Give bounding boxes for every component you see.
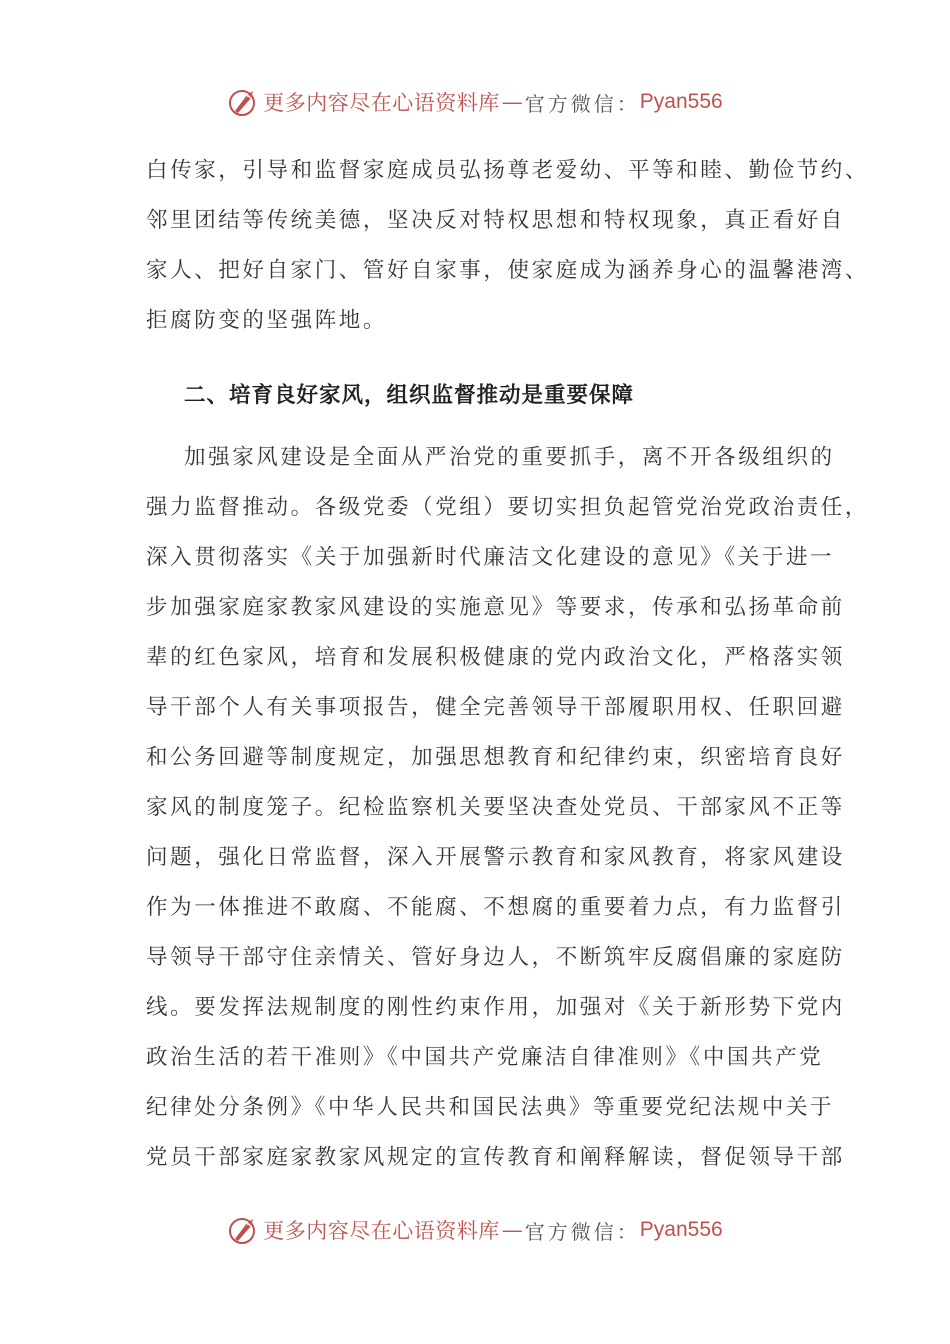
text-line: 问题，强化日常监督，深入开展警示教育和家风教育，将家风建设 xyxy=(146,845,845,870)
banner-wechat-id: Pyan556 xyxy=(639,90,723,113)
text-line: 和公务回避等制度规定，加强思想教育和纪律约束，织密培育良好 xyxy=(146,745,845,770)
banner-wechat-label: 官方微信： xyxy=(524,1219,640,1244)
text-line: 辈的红色家风，培育和发展积极健康的党内政治文化，严格落实领 xyxy=(146,645,845,670)
text-line: 导干部个人有关事项报告，健全完善领导干部履职用权、任职回避 xyxy=(146,695,845,720)
paragraph-2 xyxy=(146,433,870,1183)
text-line: 拒腐防变的坚强阵地。 xyxy=(146,308,388,333)
text-line: 步加强家庭家教家风建设的实施意见》等要求，传承和弘扬革命前 xyxy=(146,595,845,620)
banner-dash: — xyxy=(501,1218,523,1242)
document-body xyxy=(146,146,870,1183)
footer-banner xyxy=(0,1210,950,1250)
banner-dash: — xyxy=(501,90,523,114)
text-line: 党员干部家庭家教家风规定的宣传教育和阐释解读，督促领导干部 xyxy=(146,1145,845,1170)
text-line: 家人、把好自家门、管好自家事，使家庭成为涵养身心的温馨港湾、 xyxy=(146,258,870,283)
text-line: 导领导干部守住亲情关、管好身边人，不断筑牢反腐倡廉的家庭防 xyxy=(146,945,845,970)
text-line: 纪律处分条例》《中华人民共和国民法典》等重要党纪法规中关于 xyxy=(146,1095,835,1120)
banner-wechat-label: 官方微信： xyxy=(524,91,640,116)
text-line: 邻里团结等传统美德，坚决反对特权思想和特权现象，真正看好自 xyxy=(146,208,845,233)
text-line: 家风的制度笼子。纪检监察机关要坚决查处党员、干部家风不正等 xyxy=(146,795,845,820)
text-line: 政治生活的若干准则》《中国共产党廉洁自律准则》《中国共产党 xyxy=(146,1045,824,1070)
text-line: 强力监督推动。各级党委（党组）要切实担负起管党治党政治责任， xyxy=(146,495,870,520)
text-line: 线。要发挥法规制度的刚性约束作用，加强对《关于新形势下党内 xyxy=(146,995,845,1020)
banner-brand-text: 更多内容尽在心语资料库 xyxy=(263,1219,500,1243)
text-line: 加强家风建设是全面从严治党的重要抓手，离不开各级组织的 xyxy=(184,445,835,470)
pen-nib-logo-icon xyxy=(227,1213,261,1247)
text-line: 作为一体推进不敢腐、不能腐、不想腐的重要着力点，有力监督引 xyxy=(146,895,845,920)
section-heading: 二、培育良好家风，组织监督推动是重要保障 xyxy=(184,383,635,408)
text-line: 白传家，引导和监督家庭成员弘扬尊老爱幼、平等和睦、勤俭节约、 xyxy=(146,158,870,183)
header-banner xyxy=(0,82,950,122)
banner-wechat-id: Pyan556 xyxy=(639,1218,723,1241)
text-line: 深入贯彻落实《关于加强新时代廉洁文化建设的意见》《关于进一 xyxy=(146,545,835,570)
paragraph-1 xyxy=(146,146,870,346)
pen-nib-logo-icon xyxy=(227,85,261,119)
banner-brand-text: 更多内容尽在心语资料库 xyxy=(263,91,500,115)
